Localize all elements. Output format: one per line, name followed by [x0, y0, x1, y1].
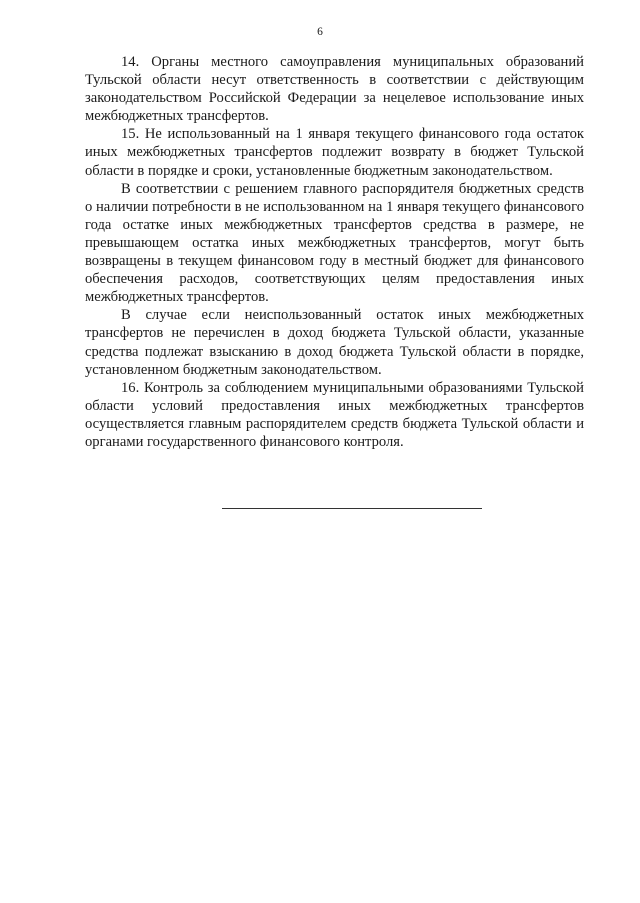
page-number: 6 — [317, 26, 323, 38]
paragraph-16: 16. Контроль за соблюдением муниципальными образованиями Тульской области условий предоставления иных межбюджетных трансфертов осуществляется главным распорядителем средств бюджета Тульской области и органами государственного финансового контроля. — [85, 379, 584, 450]
end-of-document-rule — [222, 508, 482, 509]
paragraph-15-recovery: В случае если неиспользованный остаток иных межбюджетных трансфертов не перечислен в доход бюджета Тульской области, указанные средства подлежат взысканию в доход бюджета Тульской области в порядке, установленном бюджетным законодательством. — [85, 307, 584, 378]
paragraph-15-return-decision: В соответствии с решением главного распорядителя бюджетных средств о наличии потребности в не использованном на 1 января текущего финансового года остатке иных межбюджетных трансфертов средства в размере, не превышающем остатка иных межбюджетных трансфертов, могут быть возвращены в текущем финансовом году в местный бюджет для финансового обеспечения расходов, соответствующих целям предоставления иных межбюджетных трансфертов. — [85, 180, 584, 306]
paragraph-15: 15. Не использованный на 1 января текущего финансового года остаток иных межбюджетных трансфертов подлежит возврату в бюджет Тульской области в порядке и сроки, установленные бюджетным законодательством. — [85, 126, 584, 179]
document-body — [85, 53, 584, 451]
paragraph-14: 14. Органы местного самоуправления муниципальных образований Тульской области несут ответственность в соответствии с действующим законодательством Российской Федерации за нецелевое использование иных межбюджетных трансфертов. — [85, 54, 584, 125]
